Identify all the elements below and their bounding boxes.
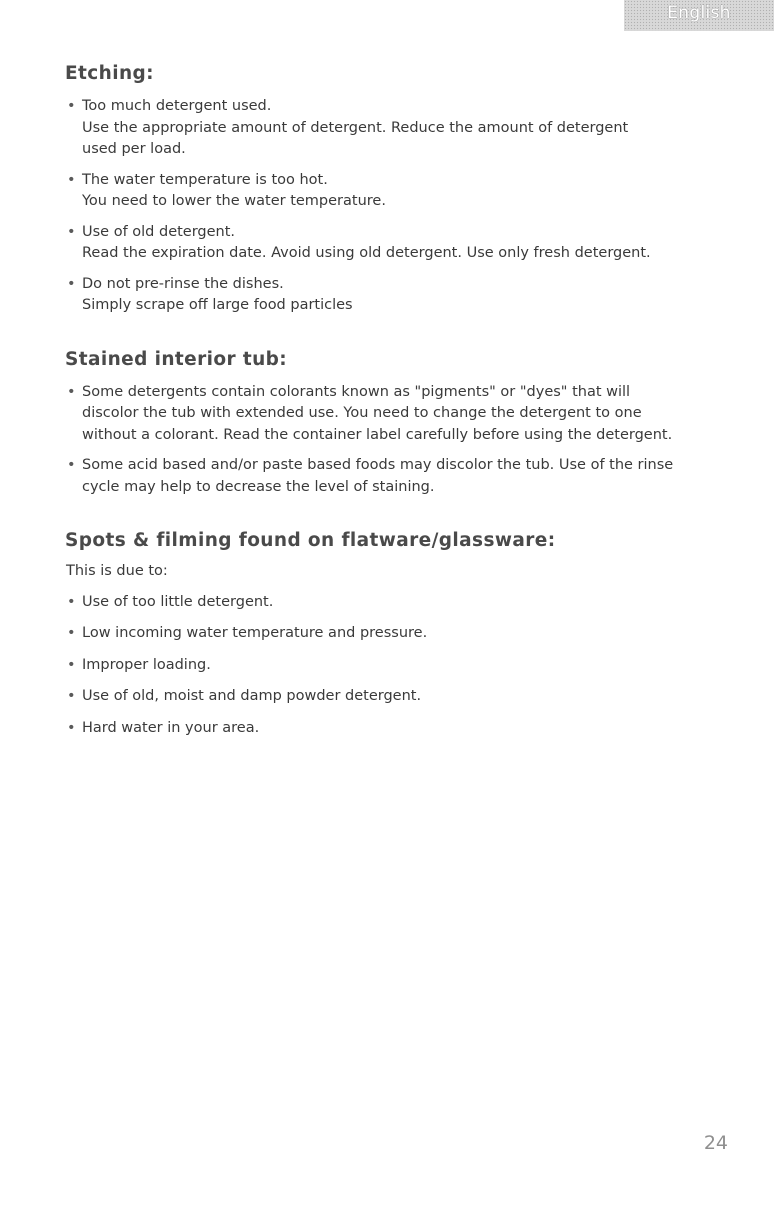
bullet-icon: • [67, 383, 76, 400]
item-line: Simply scrape off large food particles [82, 297, 353, 313]
item-line: Use the appropriate amount of detergent. Reduce the amount of detergent [82, 119, 629, 136]
bullet-icon: • [67, 223, 76, 240]
list-item [66, 382, 726, 447]
item-line: Some acid based and/or paste based foods may discolor the tub. Use of the rinse [82, 457, 674, 473]
language-tab: English [624, 0, 774, 31]
item-line: You need to lower the water temperature. [82, 193, 386, 209]
item-line: without a colorant. Read the container label carefully before using the detergent. [82, 426, 673, 443]
list-item [66, 222, 726, 265]
item-line: Improper loading. [82, 656, 211, 673]
bullet-icon: • [67, 457, 76, 473]
list-item [66, 592, 726, 614]
section-spots-filming [66, 530, 726, 739]
item-line: Use of old, moist and damp powder detergent. [82, 688, 422, 704]
page-content [66, 63, 726, 771]
bullet-icon: • [67, 171, 76, 188]
item-line: Do not pre-rinse the dishes. [82, 275, 284, 292]
page-number: 24 [703, 1132, 728, 1154]
bullet-icon: • [67, 625, 76, 641]
bullet-icon: • [67, 719, 76, 736]
item-line: cycle may help to decrease the level of staining. [82, 478, 435, 495]
item-line: The water temperature is too hot. [82, 171, 328, 188]
section-title-etching: Etching: [65, 63, 154, 84]
bullet-icon: • [67, 593, 76, 610]
bullet-icon: • [67, 656, 76, 673]
item-line: Read the expiration date. Avoid using old detergent. Use only fresh detergent. [82, 245, 651, 261]
item-line: Too much detergent used. [82, 98, 272, 114]
item-line: Use of old detergent. [82, 223, 236, 240]
list-item [66, 655, 726, 677]
list-item [66, 274, 726, 317]
list-item [66, 96, 726, 161]
list-item [66, 623, 726, 645]
list-item [66, 686, 726, 708]
item-line: discolor the tub with extended use. You need to change the detergent to one [82, 405, 642, 421]
bullet-icon: • [67, 275, 76, 292]
list-item [66, 455, 726, 498]
section-stained-tub [66, 349, 726, 499]
item-line: Some detergents contain colorants known as "pigments" or "dyes" that will [82, 383, 631, 400]
section-title-stained-tub: Stained interior tub: [65, 348, 288, 370]
item-line: used per load. [82, 141, 186, 157]
item-line: Use of too little detergent. [82, 593, 274, 610]
item-line: Low incoming water temperature and pressure. [82, 625, 428, 641]
list-item [66, 170, 726, 213]
bullet-icon: • [67, 98, 76, 114]
section-title-spots-filming: Spots & filming found on flatware/glassware: [65, 530, 556, 551]
bullet-icon: • [67, 688, 76, 704]
item-line: Hard water in your area. [82, 719, 260, 736]
section-etching [66, 63, 726, 317]
list-item [66, 718, 726, 740]
section-intro: This is due to: [66, 563, 168, 579]
